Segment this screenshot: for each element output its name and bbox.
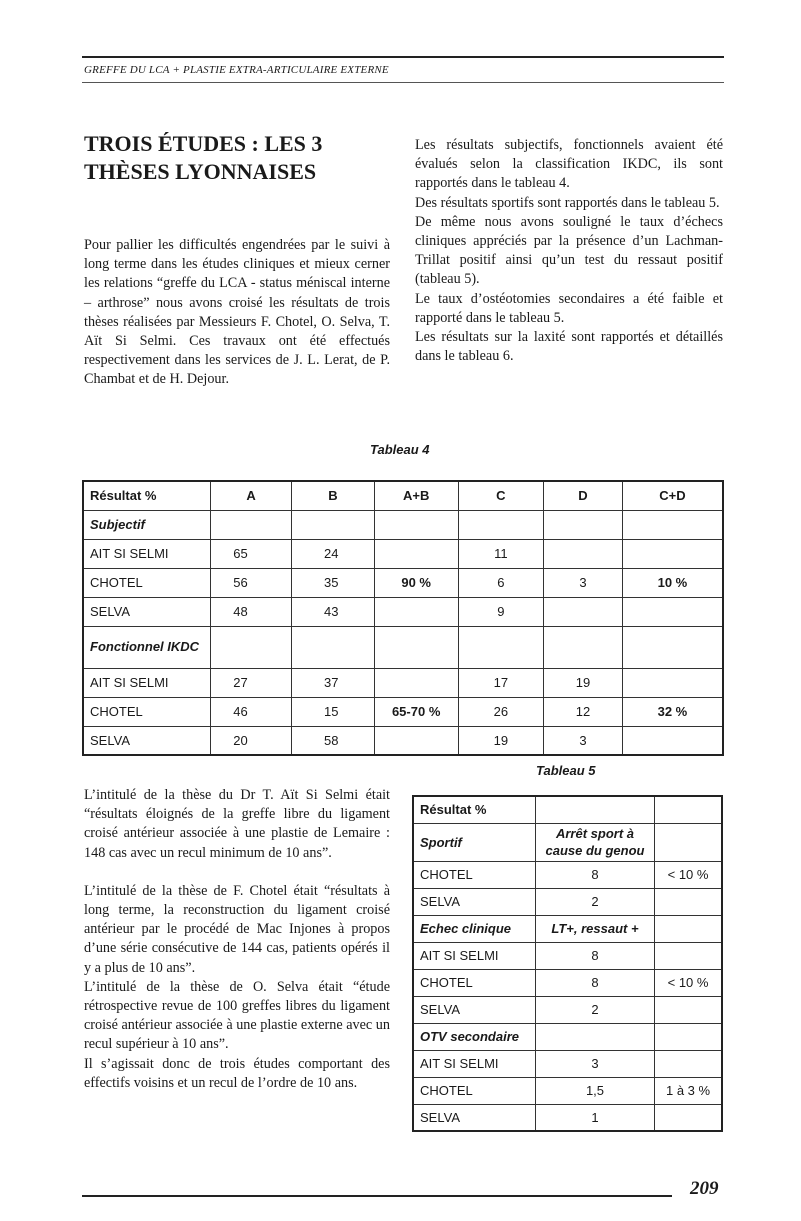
t5-cell: SELVA — [413, 888, 535, 915]
t4-header-cell: C+D — [622, 481, 723, 510]
t4-cell: 24 — [292, 539, 375, 568]
table-row — [413, 823, 722, 861]
t5-cell: AIT SI SELMI — [413, 1050, 535, 1077]
t4-cell — [622, 726, 723, 755]
thesis-selva-paragraph: L’intitulé de la thèse de O. Selva était “étude rétrospective revue de 100 greffes libres du ligament croisé antérieur associée à une plastie externe avec un recul supérieur à 10 ans”. — [84, 978, 390, 1053]
table-row — [413, 1050, 722, 1077]
t4-cell: 56 — [211, 568, 292, 597]
intro-paragraph: Pour pallier les difficultés engendrées par le suivi à long terme dans les études cliniques et mieux cerner les relations “greffe du LCA - status méniscal interne – arthrose” nous avons croisé les résultats de trois thèses réalisées par Messieurs F. Chotel, O. Selva, T. Aït Si Selmi. Ces travaux ont été effectués respectivement dans les services de J. L. Lerat, de P. Chambat et de H. Dejour. — [84, 237, 390, 388]
table-row — [413, 942, 722, 969]
table-row — [413, 969, 722, 996]
t4-cell: Fonctionnel IKDC — [83, 626, 211, 668]
t4-header-cell: C — [458, 481, 544, 510]
t4-header-cell: B — [292, 481, 375, 510]
t4-cell: 35 — [292, 568, 375, 597]
t4-cell — [374, 626, 458, 668]
t4-cell — [292, 626, 375, 668]
t4-cell — [374, 597, 458, 626]
t4-header-cell: Résultat % — [83, 481, 211, 510]
t5-cell: SELVA — [413, 996, 535, 1023]
t4-cell: 65-70 % — [374, 697, 458, 726]
t4-cell — [544, 626, 623, 668]
t4-cell: 12 — [544, 697, 623, 726]
top-rule — [82, 56, 724, 58]
tableau-5 — [412, 795, 723, 1132]
t4-cell: AIT SI SELMI — [83, 539, 211, 568]
table-row — [83, 668, 723, 697]
tableau-4-header-row — [83, 481, 723, 510]
tableau-4 — [82, 480, 724, 756]
t4-header-cell: A+B — [374, 481, 458, 510]
t4-cell — [622, 510, 723, 539]
t5-cell: 3 — [535, 1050, 654, 1077]
t4-cell: 48 — [211, 597, 292, 626]
tableau-5-caption: Tableau 5 — [536, 763, 596, 778]
t5-cell: AIT SI SELMI — [413, 942, 535, 969]
t4-cell — [622, 626, 723, 668]
t5-cell: < 10 % — [655, 861, 722, 888]
t4-header-cell: A — [211, 481, 292, 510]
table-row — [413, 1023, 722, 1050]
t4-cell: 43 — [292, 597, 375, 626]
t5-cell: SELVA — [413, 1104, 535, 1131]
t4-cell: 10 % — [622, 568, 723, 597]
table-row — [413, 861, 722, 888]
t4-cell: SELVA — [83, 726, 211, 755]
right-paragraph-3: De même nous avons souligné le taux d’échecs cliniques appréciés par la présence d’un Lachman-Trillat positif ainsi qu’un test du ressaut positif (tableau 5). — [415, 213, 723, 288]
table-row — [413, 888, 722, 915]
t5-header-cell: Résultat % — [413, 796, 535, 823]
section-title — [84, 130, 390, 186]
t4-cell — [374, 668, 458, 697]
t4-cell: 6 — [458, 568, 544, 597]
t4-cell: AIT SI SELMI — [83, 668, 211, 697]
t5-cell: 8 — [535, 969, 654, 996]
t4-cell: CHOTEL — [83, 568, 211, 597]
table-row — [83, 539, 723, 568]
tableau-4-caption: Tableau 4 — [370, 442, 430, 457]
t5-cell: Sportif — [413, 823, 535, 861]
bottom-rule — [82, 1195, 672, 1197]
t5-cell: CHOTEL — [413, 1077, 535, 1104]
t4-cell — [622, 597, 723, 626]
t5-cell: CHOTEL — [413, 969, 535, 996]
t5-cell — [535, 1023, 654, 1050]
t5-cell: CHOTEL — [413, 861, 535, 888]
t4-cell: 26 — [458, 697, 544, 726]
right-paragraph-4: Le taux d’ostéotomies secondaires a été faible et rapporté dans le tableau 5. — [415, 290, 723, 326]
table-row — [83, 726, 723, 755]
thesis-aitsiselmi-paragraph: L’intitulé de la thèse du Dr T. Aït Si Selmi était “résultats éloignés de la greffe libre du ligament croisé antérieur associée à une plastie de Lemaire : 148 cas avec un recul minimum de 10 ans”. — [84, 787, 390, 861]
t4-cell: CHOTEL — [83, 697, 211, 726]
t5-cell — [655, 1023, 722, 1050]
table-row — [413, 996, 722, 1023]
t4-cell: 27 — [211, 668, 292, 697]
t5-cell: Arrêt sport à cause du genou — [535, 823, 654, 861]
t5-cell — [655, 915, 722, 942]
t5-cell: 2 — [535, 996, 654, 1023]
t4-cell: 19 — [544, 668, 623, 697]
t4-cell: 15 — [292, 697, 375, 726]
t4-cell: 90 % — [374, 568, 458, 597]
t5-header-cell — [655, 796, 722, 823]
table-row — [83, 626, 723, 668]
t5-cell: 1 — [535, 1104, 654, 1131]
header-underline — [82, 82, 724, 83]
right-paragraph-2: Des résultats sportifs sont rapportés dans le tableau 5. — [415, 194, 720, 211]
tableau-5-header-row — [413, 796, 722, 823]
bottom-left-text — [84, 786, 390, 1093]
t4-cell: 17 — [458, 668, 544, 697]
running-head: GREFFE DU LCA + PLASTIE EXTRA-ARTICULAIRE EXTERNE — [84, 64, 389, 76]
t4-cell — [292, 510, 375, 539]
t4-cell — [544, 539, 623, 568]
t5-cell: 1 à 3 % — [655, 1077, 722, 1104]
t4-cell — [622, 539, 723, 568]
t5-cell — [655, 942, 722, 969]
t5-header-cell — [535, 796, 654, 823]
t5-cell — [655, 1050, 722, 1077]
left-column — [84, 130, 390, 390]
t4-cell: 3 — [544, 568, 623, 597]
thesis-chotel-paragraph: L’intitulé de la thèse de F. Chotel était “résultats à long terme, la reconstruction du ligament croisé antérieur par le procédé de Mac Injones à propos d’une série consécutive de 144 cas, patients opérés il y a plus de 10 ans”. — [84, 882, 390, 976]
t4-header-cell: D — [544, 481, 623, 510]
t4-cell — [622, 668, 723, 697]
t4-cell — [544, 597, 623, 626]
table-row — [83, 568, 723, 597]
table-row — [83, 697, 723, 726]
t4-cell: 11 — [458, 539, 544, 568]
section-title-line-1: TROIS ÉTUDES : LES 3 — [84, 131, 323, 156]
section-title-line-2: THÈSES LYONNAISES — [84, 159, 317, 184]
t5-cell: 8 — [535, 942, 654, 969]
t4-cell: 65 — [211, 539, 292, 568]
t5-cell — [655, 996, 722, 1023]
t5-cell: 8 — [535, 861, 654, 888]
t5-cell: < 10 % — [655, 969, 722, 996]
t4-cell — [458, 626, 544, 668]
t4-cell: 19 — [458, 726, 544, 755]
t4-cell: Subjectif — [83, 510, 211, 539]
table-row — [413, 1077, 722, 1104]
t4-cell — [211, 510, 292, 539]
conclusion-paragraph: Il s’agissait donc de trois études comportant des effectifs voisins et un recul de l’ordre de 10 ans. — [84, 1055, 390, 1091]
t4-cell — [211, 626, 292, 668]
table-row — [83, 597, 723, 626]
t5-cell: 1,5 — [535, 1077, 654, 1104]
t4-cell: 58 — [292, 726, 375, 755]
t5-cell — [655, 823, 722, 861]
right-column — [415, 136, 723, 366]
t4-cell: 37 — [292, 668, 375, 697]
t4-cell: 46 — [211, 697, 292, 726]
t4-cell — [374, 539, 458, 568]
t5-cell: OTV secondaire — [413, 1023, 535, 1050]
table-row — [413, 1104, 722, 1131]
page-number: 209 — [690, 1178, 719, 1199]
t5-cell: Echec clinique — [413, 915, 535, 942]
t4-cell: 3 — [544, 726, 623, 755]
t4-cell: SELVA — [83, 597, 211, 626]
t4-cell — [374, 726, 458, 755]
t5-cell — [655, 888, 722, 915]
table-row — [413, 915, 722, 942]
t4-cell: 9 — [458, 597, 544, 626]
t5-cell: 2 — [535, 888, 654, 915]
right-paragraph-5: Les résultats sur la laxité sont rapportés et détaillés dans le tableau 6. — [415, 329, 723, 365]
right-paragraph-1: Les résultats subjectifs, fonctionnels avaient été évalués selon la classification IKDC, ils sont rapportés dans le tableau 4. — [415, 137, 723, 192]
t4-cell — [544, 510, 623, 539]
t4-cell — [374, 510, 458, 539]
t5-cell — [655, 1104, 722, 1131]
t4-cell — [458, 510, 544, 539]
t4-cell: 32 % — [622, 697, 723, 726]
t4-cell: 20 — [211, 726, 292, 755]
table-row — [83, 510, 723, 539]
t5-cell: LT+, ressaut + — [535, 915, 654, 942]
